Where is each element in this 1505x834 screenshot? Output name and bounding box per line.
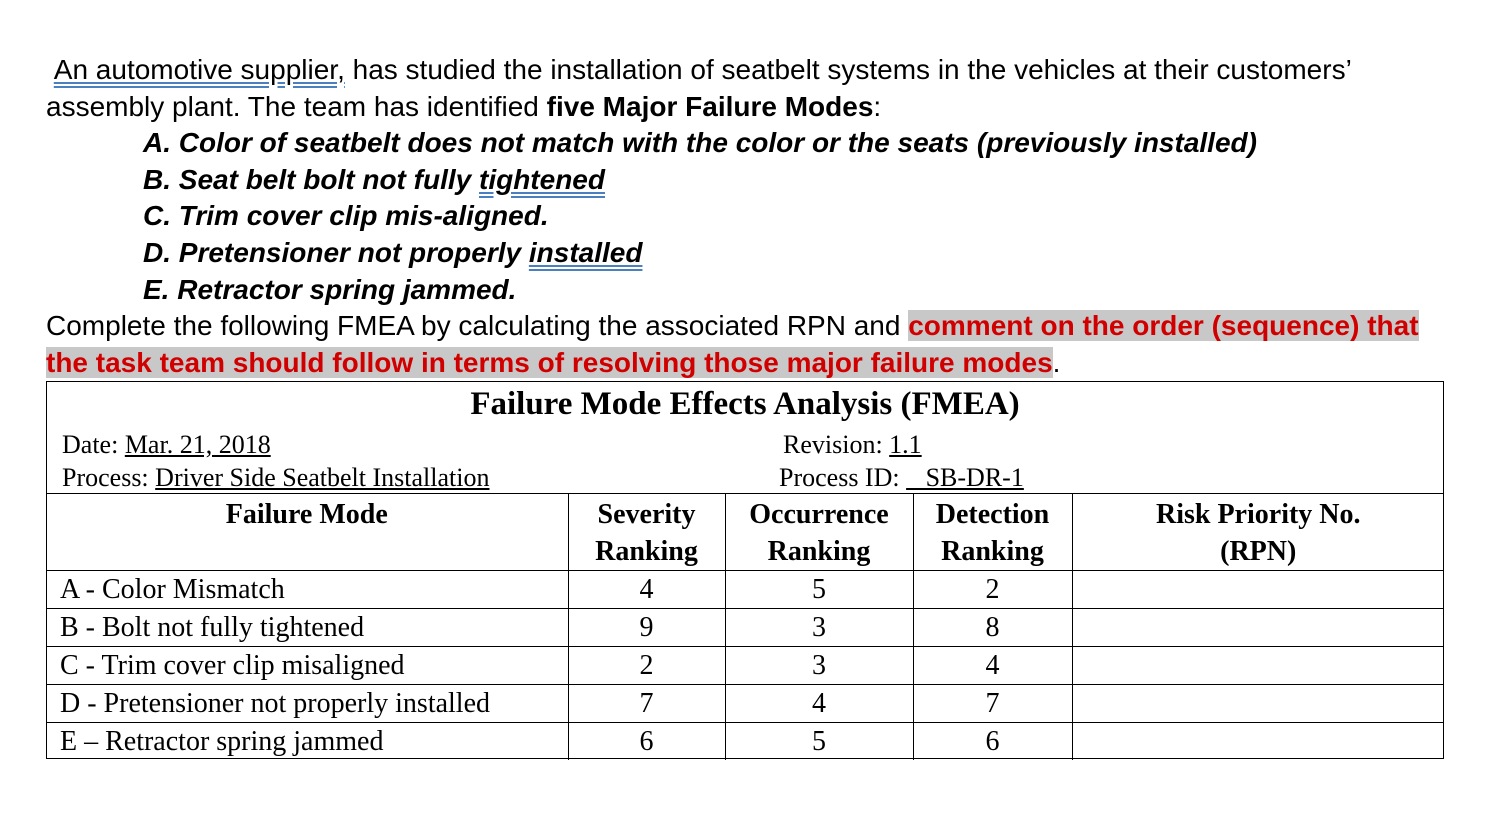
- header-severity: Severity Ranking: [568, 494, 725, 571]
- failure-mode-item: B. Seat belt bolt not fully tightened: [143, 163, 605, 195]
- fmea-title: Failure Mode Effects Analysis (FMEA): [470, 386, 1020, 422]
- failure-mode-list: [46, 125, 1466, 308]
- failure-mode-item: D. Pretensioner not properly installed: [143, 236, 643, 268]
- cell-detection: 8: [913, 609, 1072, 647]
- cell-failure-mode: A - Color Mismatch: [46, 571, 568, 609]
- supplier-text: An automotive supplier,: [53, 54, 345, 85]
- failure-mode-item: A. Color of seatbelt does not match with the color or the seats (previously installed): [143, 127, 1257, 159]
- cell-rpn[interactable]: [1072, 647, 1444, 685]
- cell-rpn[interactable]: [1072, 609, 1444, 647]
- cell-severity: 6: [568, 723, 725, 761]
- cell-severity: 7: [568, 685, 725, 723]
- header-detection: Detection Ranking: [913, 494, 1072, 571]
- table-row: [46, 647, 1444, 685]
- process-id-field: Process ID: SB-DR-1: [779, 463, 1024, 492]
- cell-severity: 2: [568, 647, 725, 685]
- table-row: [46, 685, 1444, 723]
- header-failure-mode: Failure Mode: [46, 494, 568, 571]
- table-header-row: [46, 494, 1444, 571]
- date-field: Date: Mar. 21, 2018: [62, 430, 271, 459]
- header-occurrence: Occurrence Ranking: [725, 494, 913, 571]
- cell-detection: 7: [913, 685, 1072, 723]
- problem-statement: [46, 52, 1466, 381]
- process-field: Process: Driver Side Seatbelt Installation: [62, 463, 490, 492]
- cell-occurrence: 3: [725, 609, 913, 647]
- cell-rpn[interactable]: [1072, 723, 1444, 761]
- intro-paragraph: An automotive supplier, has studied the installation of seatbelt systems in the vehicles at their customers’ assembly plant. The team has identified five Major Failure Modes:: [46, 54, 1351, 122]
- cell-failure-mode: C - Trim cover clip misaligned: [46, 647, 568, 685]
- cell-rpn[interactable]: [1072, 571, 1444, 609]
- cell-detection: 2: [913, 571, 1072, 609]
- table-row: [46, 609, 1444, 647]
- failure-mode-item: C. Trim cover clip mis-aligned.: [143, 200, 549, 232]
- cell-rpn[interactable]: [1072, 685, 1444, 723]
- failure-modes-heading: five Major Failure Modes: [546, 90, 874, 122]
- cell-severity: 9: [568, 609, 725, 647]
- task-paragraph: Complete the following FMEA by calculating the associated RPN and comment on the order (sequence) that the task team should follow in terms of resolving those major failure modes.: [46, 310, 1419, 378]
- cell-severity: 4: [568, 571, 725, 609]
- process-value: Driver Side Seatbelt Installation: [155, 463, 490, 492]
- cell-occurrence: 4: [725, 685, 913, 723]
- failure-mode-item: E. Retractor spring jammed.: [143, 273, 517, 305]
- cell-occurrence: 3: [725, 647, 913, 685]
- table-row: [46, 723, 1444, 761]
- task-text: Complete the following FMEA by calculating the associated RPN and: [46, 310, 909, 342]
- fmea-table: [46, 493, 1444, 760]
- cell-failure-mode: E – Retractor spring jammed: [46, 723, 568, 761]
- revision-field: Revision: 1.1: [783, 430, 922, 459]
- task-highlight: comment on the order (sequence) that the task team should follow in terms of resolving those major failure modes: [46, 310, 1419, 378]
- revision-value: 1.1: [889, 430, 922, 459]
- process-id-value: SB-DR-1: [906, 463, 1024, 492]
- cell-occurrence: 5: [725, 571, 913, 609]
- cell-failure-mode: D - Pretensioner not properly installed: [46, 685, 568, 723]
- cell-detection: 6: [913, 723, 1072, 761]
- date-value: Mar. 21, 2018: [124, 430, 271, 459]
- table-row: [46, 571, 1444, 609]
- cell-detection: 4: [913, 647, 1072, 685]
- header-rpn: Risk Priority No. (RPN): [1072, 494, 1444, 571]
- cell-failure-mode: B - Bolt not fully tightened: [46, 609, 568, 647]
- fmea-form: [46, 381, 1444, 759]
- cell-occurrence: 5: [725, 723, 913, 761]
- intro-text: has studied the installation of seatbelt systems in the vehicles at their customers’ assembly plant. The team has identified: [46, 54, 1351, 122]
